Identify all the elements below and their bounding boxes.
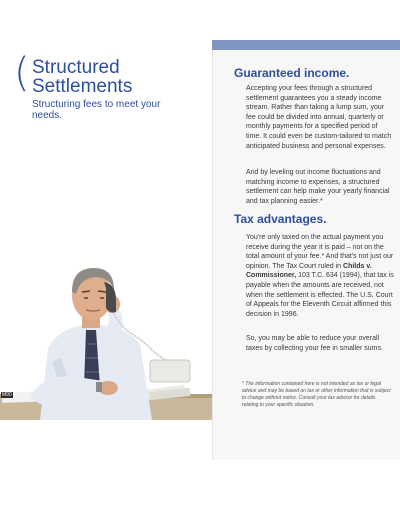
businessman-on-phone-photo — [0, 248, 212, 420]
footnote-disclaimer: * The information contained here is not intended as tax or legal advice and may be based on tax or other information that is subject to change without notice. Consult your tax advisor for details relating to your specific situation. — [242, 381, 391, 408]
case-name: Childs v. Commissioner, — [246, 262, 372, 280]
paragraph-leveling-income: And by leveling out income fluctuations and matching income to expenses, a structured settlement can help make your yearly financial and tax planning easier.* — [246, 169, 390, 205]
tax-court-text-start: You're only taxed on the actual payment you receive during the year it is paid – not on the total amount of your fee.* And that's not just our opinion. The Tax Court ruled in — [246, 234, 394, 270]
top-color-band — [212, 40, 400, 50]
page-title-line-2: Settlements — [32, 76, 133, 97]
page-subtitle: Structuring fees to meet your needs. — [32, 99, 161, 121]
page-title-line-1: Structured — [32, 57, 120, 78]
paragraph-guaranteed-income: Accepting your fees through a structured settlement guarantees you a steady income stream. Rather than taking a lump sum, your fee could be divided into annual, quarterly or monthly payments for a specified period of time. It could even be custom-tailored to match anticipated business and personal expenses. — [246, 85, 392, 150]
paragraph-reduce-taxes: So, you may be able to reduce your overall taxes by collecting your fee in smaller sums. — [246, 335, 383, 352]
photo-code-label: M90 — [2, 392, 12, 398]
title-parenthesis: ( — [14, 50, 30, 96]
tax-court-text-end: 103 T.C. 634 (1994), that tax is payable when the amounts are received, not when the settlement is effected. The U.S. Court of Appeals for the Eleventh Circuit affirmed this decision in 1996. — [246, 272, 394, 318]
paragraph-tax-court — [246, 233, 394, 319]
heading-guaranteed-income: Guaranteed income. — [234, 66, 350, 80]
heading-tax-advantages: Tax advantages. — [234, 212, 327, 226]
